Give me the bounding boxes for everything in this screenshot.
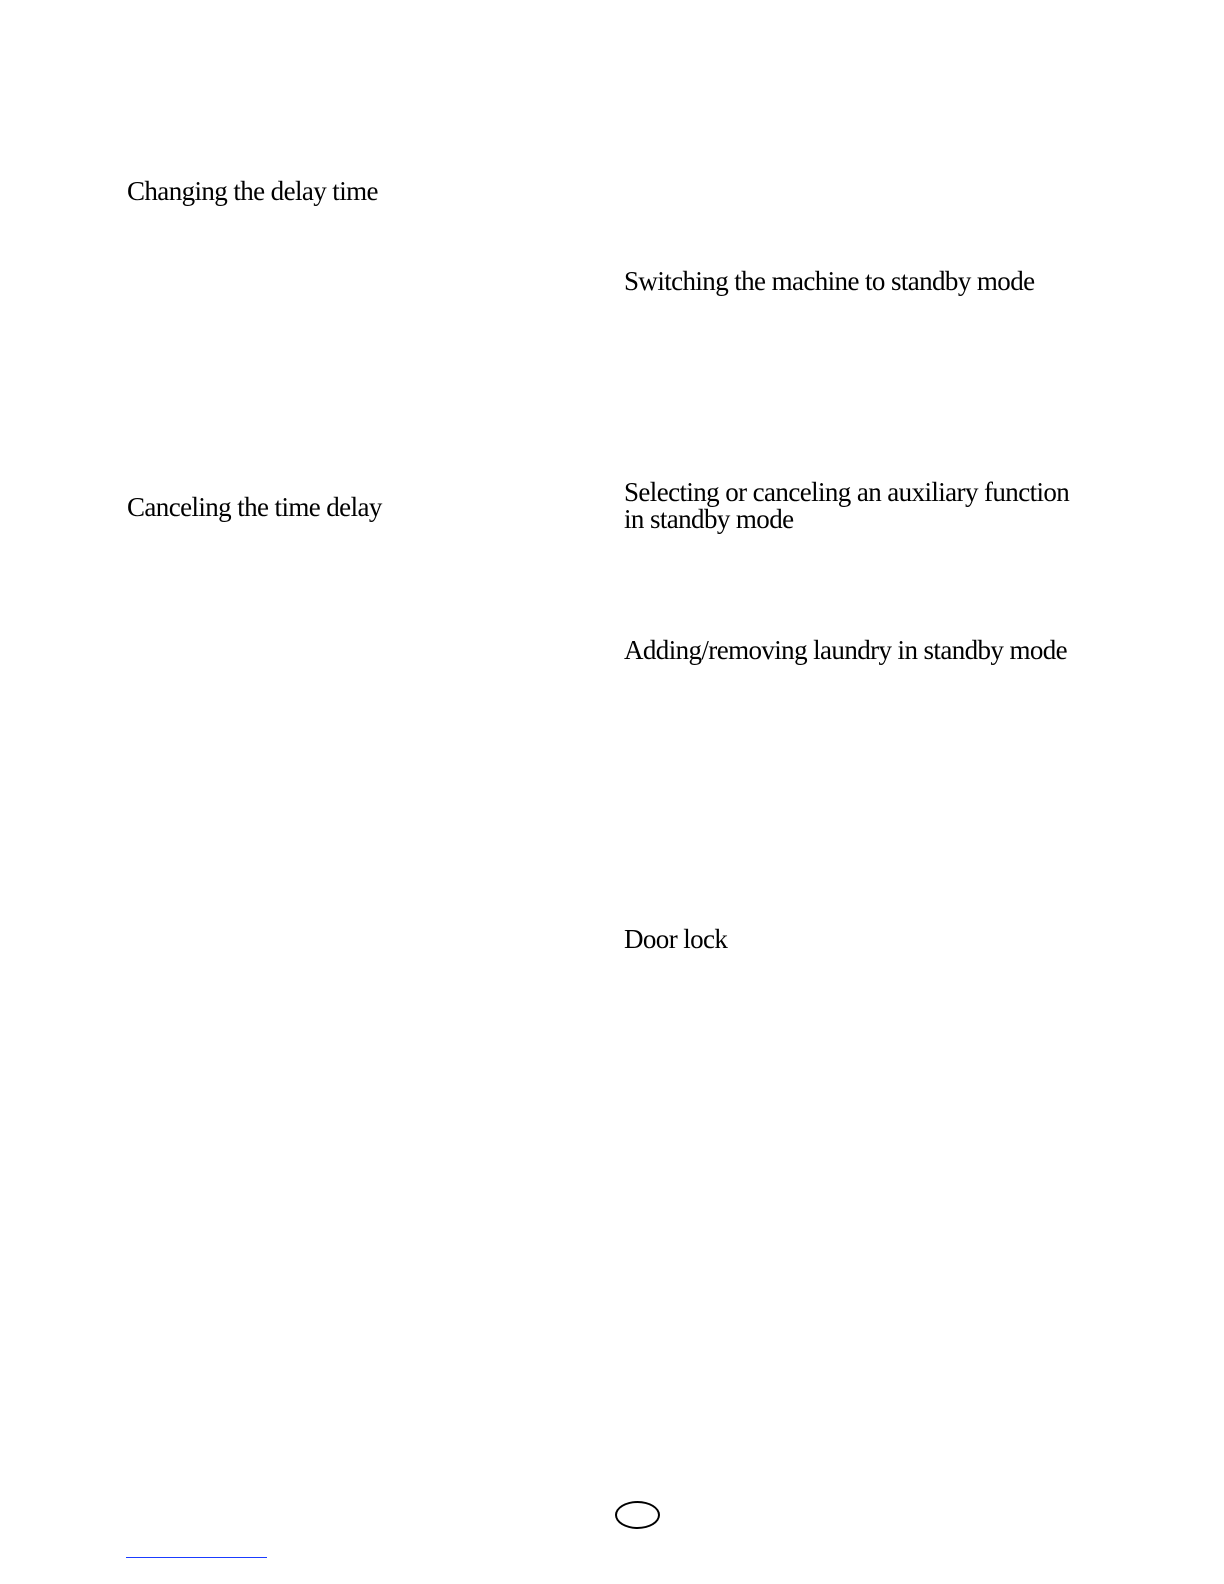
footer-rule — [126, 1557, 267, 1558]
heading-line-2: in standby mode — [624, 504, 794, 534]
heading-selecting-auxiliary-function — [624, 479, 1069, 533]
heading-changing-delay-time: Changing the delay time — [127, 176, 378, 206]
page-number-oval — [615, 1501, 660, 1529]
heading-canceling-time-delay: Canceling the time delay — [127, 492, 382, 522]
heading-switching-standby-mode: Switching the machine to standby mode — [624, 266, 1035, 296]
heading-door-lock: Door lock — [624, 924, 728, 954]
heading-adding-removing-laundry: Adding/removing laundry in standby mode — [624, 635, 1068, 665]
heading-line-1: Selecting or canceling an auxiliary function — [624, 477, 1070, 507]
